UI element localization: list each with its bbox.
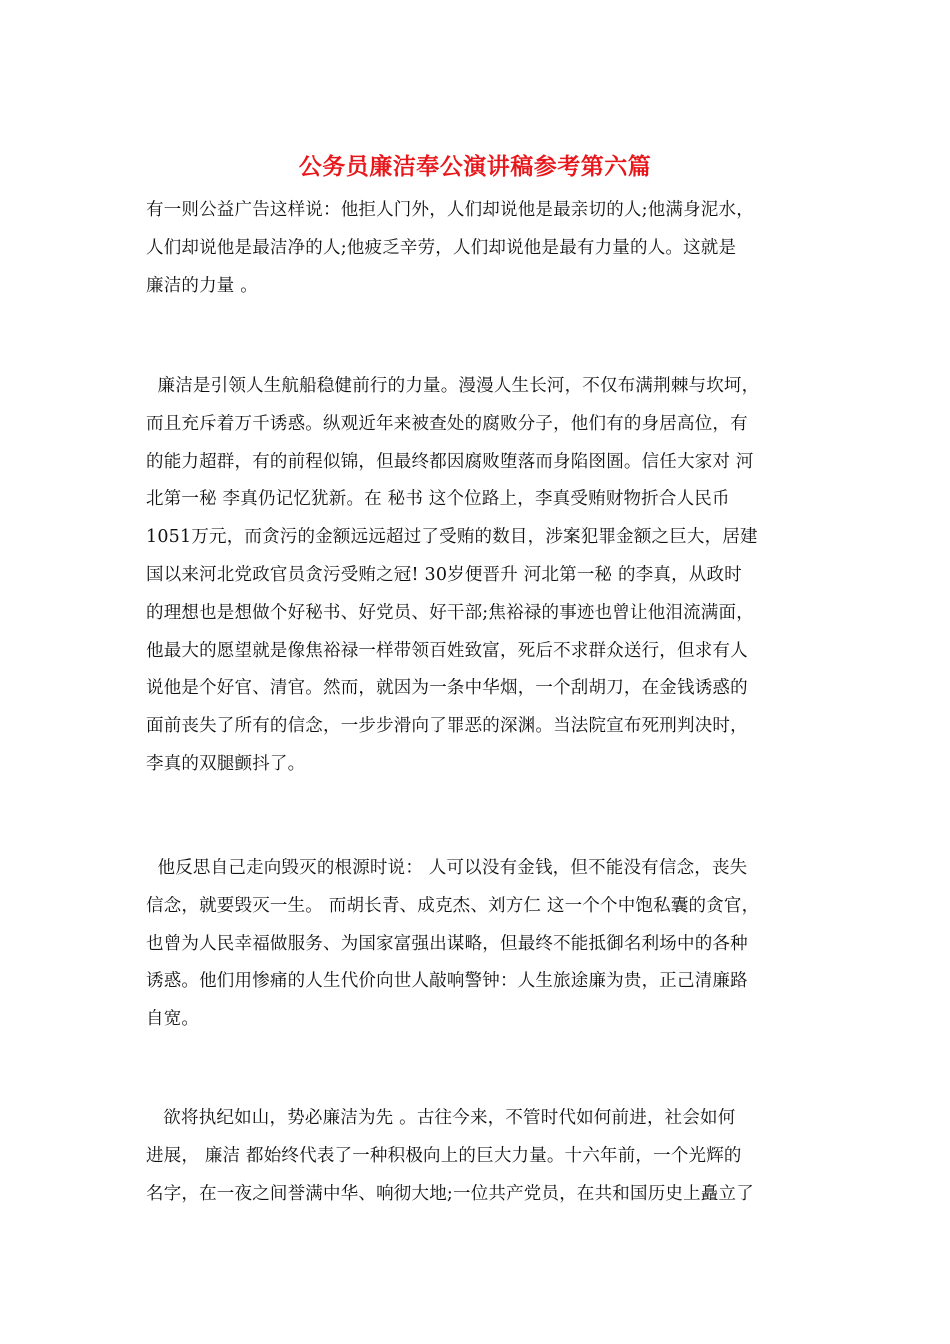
paragraph-line: 的能力超群，有的前程似锦，但最终都因腐败堕落而身陷囹圄。信任大家对 河 bbox=[146, 451, 754, 472]
paragraph-line: 也曾为人民幸福做服务、为国家富强出谋略，但最终不能抵御名利场中的各种 bbox=[146, 933, 748, 954]
paragraph-line: 进展， 廉洁 都始终代表了一种积极向上的巨大力量。十六年前，一个光辉的 bbox=[146, 1145, 742, 1166]
paragraph-line: 诱惑。他们用惨痛的人生代价向世人敲响警钟：人生旅途廉为贵，正己清廉路 bbox=[146, 971, 748, 992]
paragraph-line: 欲将执纪如山，势必廉洁为先 。古往今来，不管时代如何前进，社会如何 bbox=[146, 1108, 736, 1128]
paragraph-4 bbox=[146, 1100, 816, 1213]
paragraph-line: 面前丧失了所有的信念，一步步滑向了罪恶的深渊。当法院宣布死刑判决时， bbox=[146, 716, 748, 737]
paragraph-line: 人们却说他是最洁净的人;他疲乏辛劳，人们却说他是最有力量的人。这就是 bbox=[146, 237, 737, 258]
paragraph-line: 他反思自己走向毁灭的根源时说： 人可以没有金钱，但不能没有信念，丧失 bbox=[146, 858, 748, 878]
paragraph-line: 有一则公益广告这样说：他拒人门外，人们却说他是最亲切的人;他满身泥水， bbox=[146, 200, 754, 220]
document-title: 公务员廉洁奉公演讲稿参考第六篇 bbox=[298, 153, 652, 180]
paragraph-line: 国以来河北党政官员贪污受贿之冠! 30岁便晋升 河北第一秘 的李真，从政时 bbox=[146, 564, 742, 585]
paragraph-line: 说他是个好官、清官。然而，就因为一条中华烟，一个刮胡刀，在金钱诱惑的 bbox=[146, 678, 748, 699]
paragraph-line: 自宽。 bbox=[146, 1009, 200, 1030]
paragraph-line: 的理想也是想做个好秘书、好党员、好干部;焦裕禄的事迹也曾让他泪流满面， bbox=[146, 602, 754, 623]
paragraph-line: 北第一秘 李真仍记忆犹新。在 秘书 这个位路上，李真受贿财物折合人民币 bbox=[146, 489, 730, 510]
paragraph-2 bbox=[146, 368, 816, 784]
paragraph-line: 廉洁的力量 。 bbox=[146, 275, 258, 296]
paragraph-3 bbox=[146, 850, 816, 1039]
paragraph-line: 他最大的愿望就是像焦裕禄一样带领百姓致富，死后不求群众送行，但求有人 bbox=[146, 640, 748, 661]
paragraph-1 bbox=[146, 192, 816, 305]
paragraph-line: 信念，就要毁灭一生。 而胡长青、成克杰、刘方仁 这一个个中饱私囊的贪官， bbox=[146, 895, 760, 916]
paragraph-line: 李真的双腿颤抖了。 bbox=[146, 753, 306, 774]
paragraph-line: 1051万元，而贪污的金额远远超过了受贿的数目，涉案犯罪金额之巨大，居建 bbox=[146, 527, 758, 548]
paragraph-line: 而且充斥着万千诱惑。纵观近年来被查处的腐败分子，他们有的身居高位，有 bbox=[146, 413, 748, 434]
paragraph-line: 名字，在一夜之间誉满中华、响彻大地;一位共产党员，在共和国历史上矗立了 bbox=[146, 1183, 754, 1204]
paragraph-line: 廉洁是引领人生航船稳健前行的力量。漫漫人生长河，不仅布满荆棘与坎坷， bbox=[146, 376, 760, 396]
